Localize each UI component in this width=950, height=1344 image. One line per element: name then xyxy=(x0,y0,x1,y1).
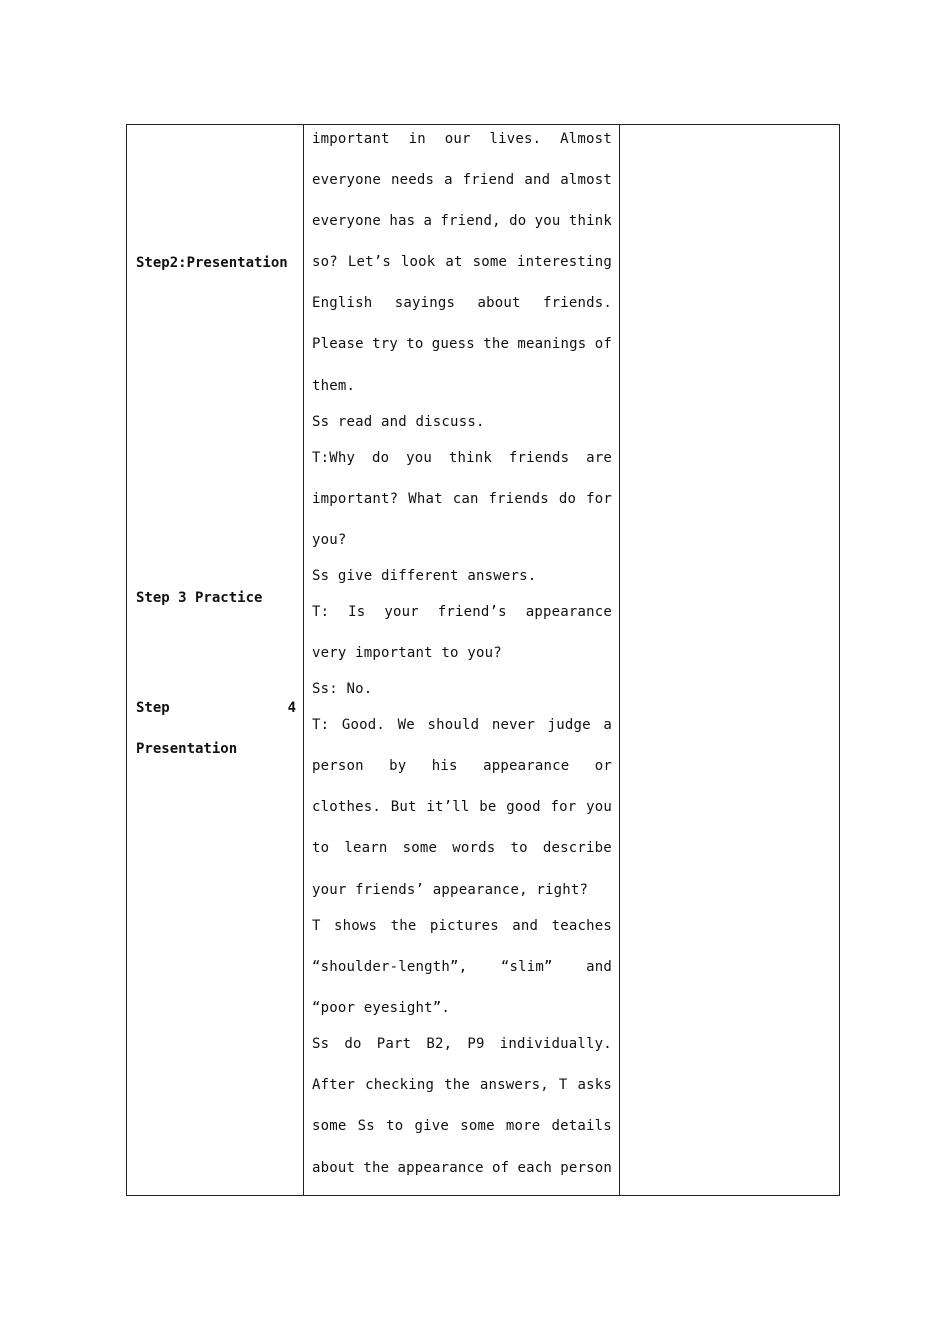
word: learn xyxy=(344,840,388,856)
word: never xyxy=(491,717,535,733)
word: T xyxy=(558,1077,568,1093)
word: interesting xyxy=(517,254,612,270)
word: Ss xyxy=(357,1118,375,1134)
word: We xyxy=(397,717,415,733)
word: details xyxy=(551,1118,612,1134)
word: important xyxy=(312,131,390,147)
text-line: them. xyxy=(312,378,356,394)
word: words xyxy=(452,840,496,856)
word: so? xyxy=(312,254,338,270)
word: you xyxy=(406,450,432,466)
word: friend xyxy=(462,172,515,188)
word: needs xyxy=(390,172,435,188)
word: try xyxy=(372,336,398,352)
word: pictures xyxy=(429,918,499,934)
word: and xyxy=(512,918,539,934)
word: look xyxy=(400,254,436,270)
word: give xyxy=(414,1118,450,1134)
word: good xyxy=(506,799,541,815)
word: about xyxy=(477,295,521,311)
text-line xyxy=(312,293,612,313)
text-line: very important to you? xyxy=(312,645,502,661)
word: Almost xyxy=(560,131,612,147)
word: to xyxy=(386,1118,404,1134)
word: After xyxy=(312,1077,356,1093)
word: What xyxy=(408,491,443,507)
word: do xyxy=(344,1036,362,1052)
word: But xyxy=(390,799,417,815)
word: of xyxy=(492,1160,510,1176)
word: P9 xyxy=(467,1036,485,1052)
word: Part xyxy=(376,1036,412,1052)
word: a xyxy=(423,213,433,229)
word: can xyxy=(452,491,479,507)
word: be xyxy=(479,799,497,815)
text-line xyxy=(312,1075,612,1095)
word: person xyxy=(312,758,364,774)
word: English xyxy=(312,295,373,311)
word: guess xyxy=(431,336,475,352)
word: of xyxy=(594,336,612,352)
word: teaches xyxy=(551,918,612,934)
word: a xyxy=(603,717,612,733)
word: at xyxy=(445,254,463,270)
column-divider-1 xyxy=(303,125,304,1195)
word: think xyxy=(568,213,612,229)
text-line: “poor eyesight”. xyxy=(312,1000,451,1016)
word: sayings xyxy=(394,295,456,311)
word: everyone xyxy=(312,213,382,229)
text-line xyxy=(312,756,612,776)
word: T: xyxy=(312,604,330,620)
word: some xyxy=(472,254,508,270)
text-line xyxy=(312,211,612,231)
word: friends xyxy=(488,491,549,507)
step4-word: Step xyxy=(136,700,170,716)
word: friends xyxy=(508,450,570,466)
word: by xyxy=(389,758,407,774)
step3-label: Step 3 Practice xyxy=(136,590,263,606)
word: think xyxy=(448,450,492,466)
word: Let’s xyxy=(347,254,391,270)
step4-label xyxy=(136,698,296,718)
word: in xyxy=(408,131,426,147)
word: his xyxy=(431,758,458,774)
word: you xyxy=(586,799,612,815)
text-line: Ss give different answers. xyxy=(312,568,537,584)
word: friends. xyxy=(542,295,612,311)
text-line xyxy=(312,1034,612,1054)
text-line xyxy=(312,170,612,190)
text-line xyxy=(312,838,612,858)
text-line xyxy=(312,602,612,622)
word: judge xyxy=(547,717,591,733)
text-line xyxy=(312,1158,612,1178)
text-line: Ss: No. xyxy=(312,681,373,697)
text-line xyxy=(312,334,612,354)
word: appearance xyxy=(397,1160,484,1176)
word: do xyxy=(509,213,527,229)
word: do xyxy=(558,491,577,507)
column-divider-2 xyxy=(619,125,620,1195)
word: Ss xyxy=(312,1036,330,1052)
word: asks xyxy=(577,1077,612,1093)
word: “slim” xyxy=(500,959,553,975)
word: T: xyxy=(312,717,330,733)
text-line xyxy=(312,1116,612,1136)
word: almost xyxy=(560,172,612,188)
text-line xyxy=(312,129,612,149)
word: the xyxy=(483,336,510,352)
word: and xyxy=(524,172,551,188)
word: describe xyxy=(542,840,612,856)
text-line xyxy=(312,715,612,735)
word: checking xyxy=(365,1077,435,1093)
word: about xyxy=(312,1160,356,1176)
word: or xyxy=(594,758,612,774)
word: some xyxy=(402,840,438,856)
text-line xyxy=(312,797,612,817)
word: has xyxy=(389,213,416,229)
word: important? xyxy=(312,491,399,507)
word: Is xyxy=(348,604,366,620)
word: appearance xyxy=(525,604,612,620)
text-line xyxy=(312,252,612,272)
word: some xyxy=(460,1118,495,1134)
text-line xyxy=(312,916,612,936)
word: clothes. xyxy=(312,799,382,815)
word: and xyxy=(586,959,612,975)
text-line xyxy=(312,489,612,509)
word: to xyxy=(510,840,528,856)
word: everyone xyxy=(312,172,382,188)
word: you xyxy=(534,213,561,229)
word: our xyxy=(444,131,471,147)
text-line: you? xyxy=(312,532,347,548)
word: lives. xyxy=(489,131,542,147)
word: answers, xyxy=(479,1077,549,1093)
step2-label: Step2:Presentation xyxy=(136,255,288,271)
word: the xyxy=(444,1077,470,1093)
word: to xyxy=(312,840,330,856)
text-line: your friends’ appearance, right? xyxy=(312,882,589,898)
word: meanings xyxy=(517,336,587,352)
word: for xyxy=(550,799,577,815)
word: the xyxy=(390,918,417,934)
word: friend’s xyxy=(437,604,507,620)
word: shows xyxy=(334,918,378,934)
word: more xyxy=(505,1118,541,1134)
word: appearance xyxy=(483,758,570,774)
word: B2, xyxy=(426,1036,453,1052)
step4-number: 4 xyxy=(287,700,296,716)
word: T xyxy=(312,918,321,934)
word: friend, xyxy=(440,213,501,229)
word: should xyxy=(427,717,480,733)
word: it’ll xyxy=(426,799,470,815)
text-line xyxy=(312,957,612,977)
step4-label-line2: Presentation xyxy=(136,741,238,757)
word: for xyxy=(586,491,612,507)
lesson-table xyxy=(126,124,840,1196)
word: a xyxy=(444,172,453,188)
word: to xyxy=(406,336,424,352)
word: the xyxy=(363,1160,390,1176)
word: Please xyxy=(312,336,364,352)
word: person xyxy=(560,1160,612,1176)
word: Good. xyxy=(341,717,386,733)
text-line: Ss read and discuss. xyxy=(312,414,485,430)
word: are xyxy=(586,450,612,466)
text-line xyxy=(312,448,612,468)
word: some xyxy=(312,1118,347,1134)
word: T:Why xyxy=(312,450,356,466)
word: individually. xyxy=(499,1036,612,1052)
word: each xyxy=(517,1160,552,1176)
word: “shoulder-length”, xyxy=(312,959,468,975)
word: do xyxy=(372,450,390,466)
word: your xyxy=(384,604,419,620)
